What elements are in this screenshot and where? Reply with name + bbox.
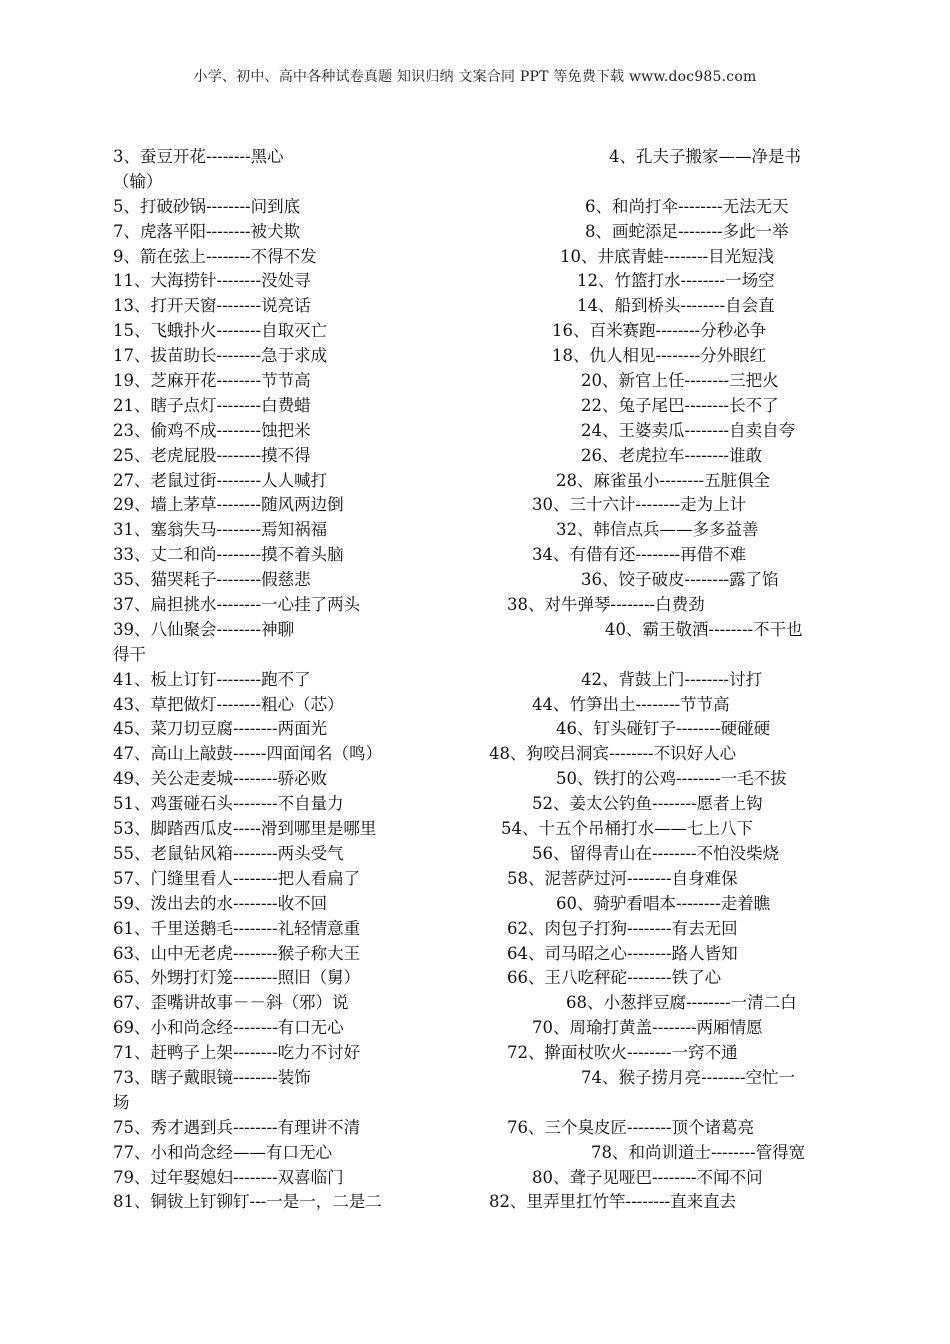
left-entry: 81、铜钹上钉铆钉---一是一，二是二 bbox=[113, 1192, 382, 1212]
list-item bbox=[113, 1016, 853, 1041]
right-entry: 58、泥菩萨过河--------自身难保 bbox=[507, 868, 738, 888]
list-item bbox=[113, 543, 853, 568]
list-item bbox=[113, 170, 853, 195]
left-entry: 39、八仙聚会--------神聊 bbox=[113, 619, 295, 639]
page-header: 小学、初中、高中各种试卷真题 知识归纳 文案合同 PPT 等免费下载 www.doc985.com bbox=[193, 69, 757, 85]
right-entry: 38、对牛弹琴--------白费劲 bbox=[507, 595, 705, 615]
left-entry: 33、丈二和尚--------摸不着头脑 bbox=[113, 545, 344, 565]
right-entry: 22、兔子尾巴--------长不了 bbox=[581, 395, 779, 415]
list-item bbox=[113, 1116, 853, 1141]
right-entry: 28、麻雀虽小--------五脏俱全 bbox=[556, 470, 771, 490]
right-entry: 12、竹篮打水--------一场空 bbox=[577, 271, 775, 291]
right-entry: 26、老虎拉车--------谁敢 bbox=[581, 445, 763, 465]
right-entry: 66、王八吃秤砣--------铁了心 bbox=[507, 968, 722, 988]
left-entry: 15、飞蛾扑火--------自取灭亡 bbox=[113, 321, 328, 341]
right-entry: 78、和尚训道士--------管得宽 bbox=[591, 1142, 806, 1162]
list-item bbox=[113, 593, 853, 618]
right-entry: 76、三个臭皮匠--------顶个诸葛亮 bbox=[507, 1117, 755, 1137]
right-entry: 18、仇人相见--------分外眼红 bbox=[552, 346, 767, 366]
right-entry: 40、霸王敬酒--------不干也 bbox=[605, 619, 803, 639]
left-entry: 31、塞翁失马--------焉知祸福 bbox=[113, 520, 328, 540]
list-item bbox=[113, 742, 853, 767]
list-item bbox=[113, 245, 853, 270]
left-entry: 3、蚕豆开花--------黑心 bbox=[113, 147, 284, 166]
right-entry: 60、骑驴看唱本--------走着瞧 bbox=[556, 893, 771, 913]
list-item bbox=[113, 319, 853, 344]
list-item bbox=[113, 867, 853, 892]
left-entry: 19、芝麻开花--------节节高 bbox=[113, 371, 311, 391]
left-entry: 5、打破砂锅--------问到底 bbox=[113, 196, 301, 216]
right-entry: 36、饺子破皮--------露了馅 bbox=[581, 570, 779, 590]
right-entry: 46、钉头碰钉子--------硬碰硬 bbox=[556, 719, 771, 739]
right-entry: 14、船到桥头--------自会直 bbox=[577, 296, 775, 316]
right-entry: 70、周瑜打黄盖--------两厢情愿 bbox=[532, 1018, 763, 1038]
right-entry: 32、韩信点兵——多多益善 bbox=[556, 520, 759, 540]
left-entry: 61、千里送鹅毛--------礼轻情意重 bbox=[113, 918, 361, 938]
left-entry: 79、过年娶媳妇--------双喜临门 bbox=[113, 1167, 344, 1187]
right-entry: 62、肉包子打狗--------有去无回 bbox=[507, 918, 738, 938]
right-entry: 44、竹笋出土--------节节高 bbox=[532, 694, 730, 714]
left-entry: 场 bbox=[113, 1092, 130, 1112]
list-item bbox=[113, 394, 853, 419]
left-entry: 7、虎落平阳--------被犬欺 bbox=[113, 221, 301, 241]
left-entry: 75、秀才遇到兵--------有理讲不清 bbox=[113, 1117, 361, 1137]
list-item bbox=[113, 767, 853, 792]
left-entry: 41、板上订钉--------跑不了 bbox=[113, 669, 311, 689]
list-item bbox=[113, 842, 853, 867]
list-item bbox=[113, 1091, 853, 1116]
left-entry: 59、泼出去的水--------收不回 bbox=[113, 893, 328, 913]
right-entry: 72、擀面杖吹火--------一窍不通 bbox=[507, 1043, 738, 1063]
list-item bbox=[113, 369, 853, 394]
left-entry: 35、猫哭耗子--------假慈悲 bbox=[113, 570, 311, 590]
list-item bbox=[113, 518, 853, 543]
list-item bbox=[113, 1166, 853, 1191]
list-item bbox=[113, 195, 853, 220]
list-item bbox=[113, 917, 853, 942]
list-item bbox=[113, 220, 853, 245]
left-entry: 71、赶鸭子上架--------吃力不讨好 bbox=[113, 1043, 361, 1063]
list-item bbox=[113, 892, 853, 917]
left-entry: 11、大海捞针--------没处寻 bbox=[113, 271, 311, 291]
left-entry: 25、老虎屁股--------摸不得 bbox=[113, 445, 311, 465]
list-item bbox=[113, 469, 853, 494]
list-item bbox=[113, 1190, 853, 1215]
left-entry: 47、高山上敲鼓------四面闻名（鸣） bbox=[113, 744, 382, 764]
right-entry: 8、画蛇添足--------多此一举 bbox=[585, 221, 789, 241]
right-entry: 68、小葱拌豆腐--------一清二白 bbox=[566, 993, 797, 1013]
list-item bbox=[113, 717, 853, 742]
right-entry: 74、猴子捞月亮--------空忙一 bbox=[581, 1067, 796, 1087]
right-entry: 64、司马昭之心--------路人皆知 bbox=[507, 943, 738, 963]
list-item bbox=[113, 269, 853, 294]
list-item bbox=[113, 568, 853, 593]
right-entry: 48、狗咬吕洞宾--------不识好人心 bbox=[489, 744, 737, 764]
list-item bbox=[113, 1141, 853, 1166]
left-entry: 27、老鼠过街--------人人喊打 bbox=[113, 470, 328, 490]
left-entry: 67、歪嘴讲故事－－斜（邪）说 bbox=[113, 993, 349, 1013]
list-item bbox=[113, 1041, 853, 1066]
left-entry: 29、墙上茅草--------随风两边倒 bbox=[113, 495, 344, 515]
left-entry: 49、关公走麦城--------骄必败 bbox=[113, 769, 328, 789]
right-entry: 52、姜太公钓鱼--------愿者上钩 bbox=[532, 794, 763, 814]
list-item bbox=[113, 344, 853, 369]
left-entry: 63、山中无老虎--------猴子称大王 bbox=[113, 943, 361, 963]
right-entry: 10、井底青蛙--------目光短浅 bbox=[560, 246, 775, 266]
left-entry: 65、外甥打灯笼--------照旧（舅） bbox=[113, 968, 361, 988]
left-entry: 21、瞎子点灯--------白费蜡 bbox=[113, 395, 311, 415]
right-entry: 16、百米赛跑--------分秒必争 bbox=[552, 321, 767, 341]
left-entry: （输） bbox=[113, 171, 163, 191]
list-item bbox=[113, 145, 853, 170]
right-entry: 6、和尚打伞--------无法无天 bbox=[585, 196, 789, 216]
left-entry: 17、拔苗助长--------急于求成 bbox=[113, 346, 328, 366]
list-item bbox=[113, 792, 853, 817]
list-item bbox=[113, 1066, 853, 1091]
list-item bbox=[113, 493, 853, 518]
idiom-list bbox=[113, 145, 853, 1215]
left-entry: 53、脚踏西瓜皮-----滑到哪里是哪里 bbox=[113, 819, 377, 839]
list-item bbox=[113, 817, 853, 842]
right-entry: 34、有借有还--------再借不难 bbox=[532, 545, 747, 565]
right-entry: 82、里弄里扛竹竿--------直来直去 bbox=[489, 1192, 737, 1212]
left-entry: 13、打开天窗--------说亮话 bbox=[113, 296, 311, 316]
right-entry: 50、铁打的公鸡--------一毛不拔 bbox=[556, 769, 787, 789]
list-item bbox=[113, 419, 853, 444]
right-entry: 4、孔夫子搬家——净是书 bbox=[609, 147, 801, 166]
right-entry: 42、背鼓上门--------讨打 bbox=[581, 669, 763, 689]
right-entry: 54、十五个吊桶打水——七上八下 bbox=[501, 819, 753, 839]
list-item bbox=[113, 966, 853, 991]
left-entry: 9、箭在弦上--------不得不发 bbox=[113, 246, 317, 266]
right-entry: 80、聋子见哑巴--------不闻不问 bbox=[532, 1167, 763, 1187]
right-entry: 20、新官上任--------三把火 bbox=[581, 371, 779, 391]
left-entry: 77、小和尚念经——有口无心 bbox=[113, 1142, 332, 1162]
list-item bbox=[113, 942, 853, 967]
list-item bbox=[113, 991, 853, 1016]
right-entry: 56、留得青山在--------不怕没柴烧 bbox=[532, 843, 780, 863]
left-entry: 43、草把做灯--------粗心（芯） bbox=[113, 694, 344, 714]
right-entry: 24、王婆卖瓜--------自卖自夸 bbox=[581, 420, 796, 440]
list-item bbox=[113, 668, 853, 693]
list-item bbox=[113, 693, 853, 718]
left-entry: 23、偷鸡不成--------蚀把米 bbox=[113, 420, 311, 440]
left-entry: 55、老鼠钻风箱--------两头受气 bbox=[113, 843, 344, 863]
left-entry: 51、鸡蛋碰石头--------不自量力 bbox=[113, 794, 344, 814]
left-entry: 45、菜刀切豆腐--------两面光 bbox=[113, 719, 328, 739]
list-item bbox=[113, 444, 853, 469]
list-item bbox=[113, 643, 853, 668]
left-entry: 得干 bbox=[113, 644, 146, 664]
list-item bbox=[113, 294, 853, 319]
left-entry: 69、小和尚念经--------有口无心 bbox=[113, 1018, 344, 1038]
left-entry: 73、瞎子戴眼镜--------装饰 bbox=[113, 1067, 311, 1087]
left-entry: 57、门缝里看人--------把人看扁了 bbox=[113, 868, 361, 888]
list-item bbox=[113, 618, 853, 643]
left-entry: 37、扁担挑水--------一心挂了两头 bbox=[113, 595, 361, 615]
right-entry: 30、三十六计--------走为上计 bbox=[532, 495, 747, 515]
